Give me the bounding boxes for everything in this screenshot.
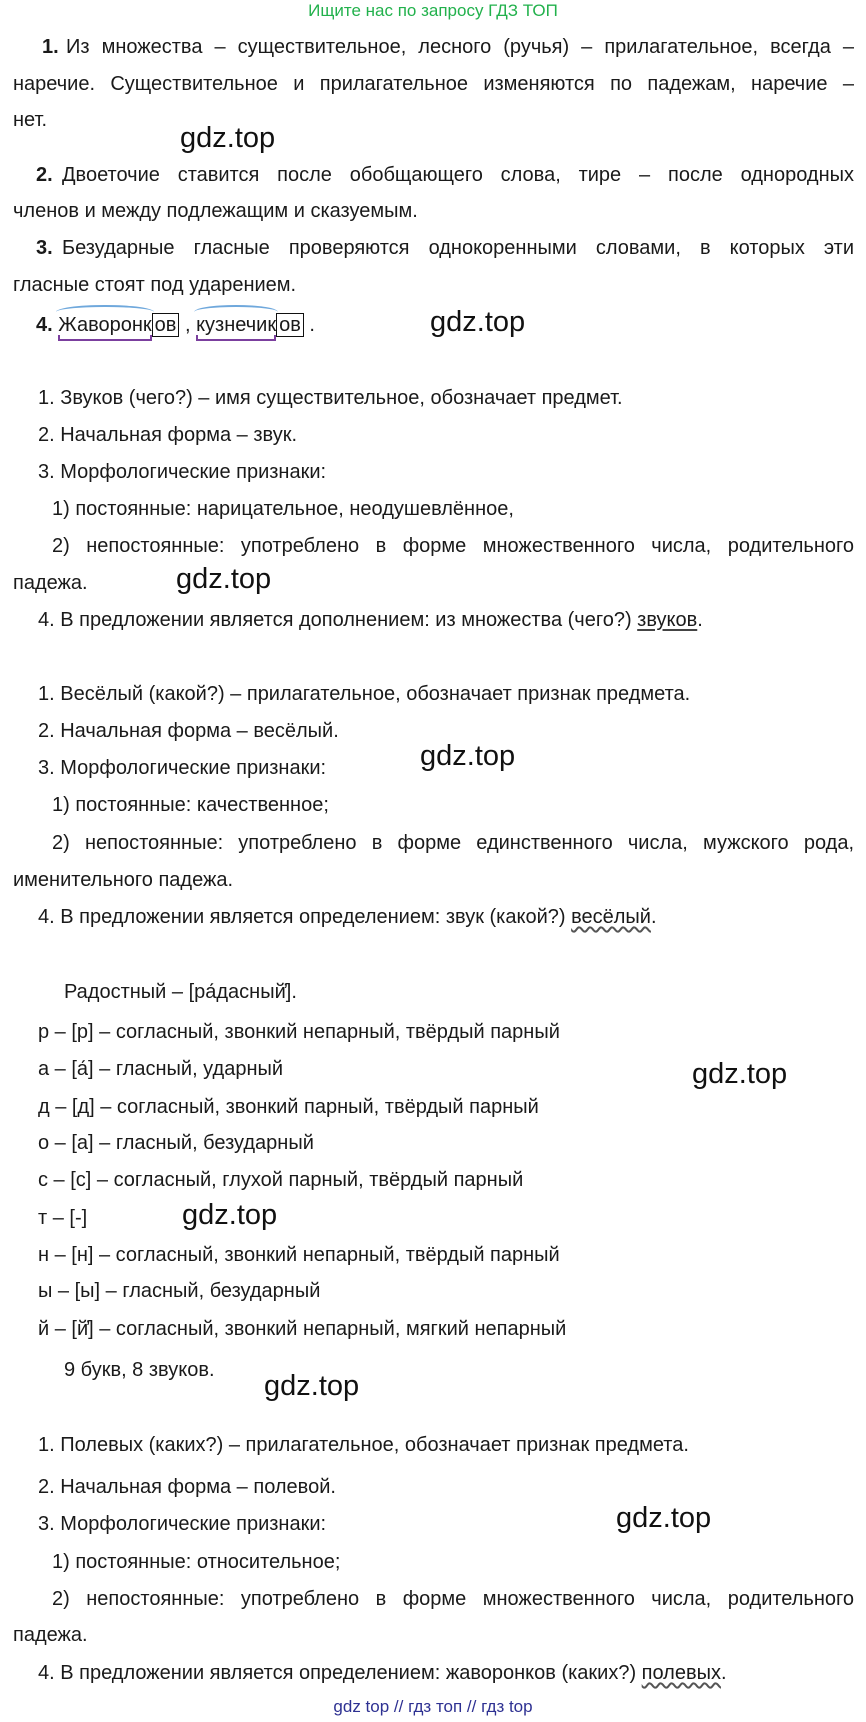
item-4-number: 4. bbox=[36, 314, 53, 336]
zvukov-line-3: 3. Морфологические признаки: bbox=[38, 461, 327, 483]
item-3-line-2: гласные стоят под ударением. bbox=[13, 274, 297, 296]
footer-links[interactable]: gdz top // гдз топ // гдз top bbox=[333, 1697, 533, 1716]
watermark: gdz.top bbox=[176, 563, 272, 595]
watermark: gdz.top bbox=[264, 1370, 360, 1402]
wavy-underlined-word: весёлый bbox=[571, 906, 651, 928]
zvukov-line-5a: 2) непостоянные: употреблено в форме множественного числа, родительного bbox=[52, 535, 854, 557]
phonetic-row: о – [а] – гласный, безударный bbox=[38, 1132, 314, 1154]
watermark: gdz.top bbox=[692, 1058, 788, 1090]
item-1-line-2: наречие. Существительное и прилагательное изменяются по падежам, наречие – bbox=[13, 73, 854, 95]
watermark: gdz.top bbox=[180, 122, 276, 154]
veselyi-line-5b: именительного падежа. bbox=[13, 869, 234, 891]
item-3-number: 3. bbox=[36, 237, 53, 259]
item-1-number: 1. bbox=[42, 36, 59, 58]
item-2-line-2: членов и между подлежащим и сказуемым. bbox=[13, 200, 418, 222]
veselyi-line-3: 3. Морфологические признаки: bbox=[38, 757, 327, 779]
underlined-word: звуков bbox=[637, 609, 698, 631]
veselyi-line-4: 1) постоянные: качественное; bbox=[52, 794, 329, 816]
phonetic-row: р – [р] – согласный, звонкий непарный, твёрдый парный bbox=[38, 1021, 560, 1043]
phonetic-row: а – [а́] – гласный, ударный bbox=[38, 1058, 284, 1080]
polevyh-line-1: 1. Полевых (каких?) – прилагательное, обозначает признак предмета. bbox=[38, 1434, 689, 1456]
item-2-line-1: Двоеточие ставится после обобщающего слова, тире – после однородных bbox=[62, 164, 854, 186]
polevyh-line-5b: падежа. bbox=[13, 1624, 88, 1646]
item-2-number: 2. bbox=[36, 164, 53, 186]
phonetic-row: й – [й̓] – согласный, звонкий непарный, мягкий непарный bbox=[38, 1318, 567, 1340]
phonetic-summary: 9 букв, 8 звуков. bbox=[64, 1359, 215, 1381]
item-4-line: 4. Жаворонк ов , кузнечик ов . bbox=[36, 313, 315, 337]
ending-box-1: ов bbox=[152, 313, 180, 337]
zvukov-line-5b: падежа. bbox=[13, 572, 88, 594]
zvukov-line-1: 1. Звуков (чего?) – имя существительное, обозначает предмет. bbox=[38, 387, 623, 409]
item-3-line-1: Безударные гласные проверяются однокоренными словами, в которых эти bbox=[62, 237, 854, 259]
stem-bracket-mark bbox=[196, 335, 276, 341]
polevyh-line-5a: 2) непостоянные: употреблено в форме множественного числа, родительного bbox=[52, 1588, 854, 1610]
polevyh-line-3: 3. Морфологические признаки: bbox=[38, 1513, 327, 1535]
phonetic-row: т – [-] bbox=[38, 1207, 88, 1229]
veselyi-line-2: 2. Начальная форма – весёлый. bbox=[38, 720, 339, 742]
ending-box-2: ов bbox=[276, 313, 304, 337]
phonetic-row: д – [д] – согласный, звонкий парный, твёрдый парный bbox=[38, 1096, 539, 1118]
root-arc-mark bbox=[56, 305, 153, 319]
phonetic-row: ы – [ы] – гласный, безударный bbox=[38, 1280, 321, 1302]
veselyi-line-5a: 2) непостоянные: употреблено в форме единственного числа, мужского рода, bbox=[52, 832, 854, 854]
stem-bracket-mark bbox=[58, 335, 151, 341]
zvukov-line-4: 1) постоянные: нарицательное, неодушевлённое, bbox=[52, 498, 514, 520]
search-hint-header[interactable]: Ищите нас по запросу ГДЗ ТОП bbox=[308, 1, 558, 20]
watermark: gdz.top bbox=[616, 1502, 712, 1534]
watermark: gdz.top bbox=[182, 1199, 278, 1231]
word-zhavoronkov-root: Жаворонк bbox=[58, 313, 151, 337]
phonetic-title: Радостный – [ра́дасный̓]. bbox=[64, 981, 297, 1003]
phonetic-row: с – [с] – согласный, глухой парный, твёрдый парный bbox=[38, 1169, 524, 1191]
veselyi-line-1: 1. Весёлый (какой?) – прилагательное, обозначает признак предмета. bbox=[38, 683, 691, 705]
veselyi-line-6: 4. В предложении является определением: звук (какой?) весёлый. bbox=[38, 906, 657, 928]
watermark: gdz.top bbox=[430, 306, 526, 338]
zvukov-line-2: 2. Начальная форма – звук. bbox=[38, 424, 298, 446]
word-kuznechikov-root: кузнечик bbox=[196, 313, 276, 337]
root-arc-mark bbox=[194, 305, 278, 319]
zvukov-line-6: 4. В предложении является дополнением: из множества (чего?) звуков. bbox=[38, 609, 703, 631]
phonetic-row: н – [н] – согласный, звонкий непарный, твёрдый парный bbox=[38, 1244, 560, 1266]
item-1-line-3: нет. bbox=[13, 109, 48, 131]
polevyh-line-6: 4. В предложении является определением: жаворонков (каких?) полевых. bbox=[38, 1662, 727, 1684]
watermark: gdz.top bbox=[420, 740, 516, 772]
polevyh-line-2: 2. Начальная форма – полевой. bbox=[38, 1476, 336, 1498]
polevyh-line-4: 1) постоянные: относительное; bbox=[52, 1551, 341, 1573]
wavy-underlined-word: полевых bbox=[641, 1662, 721, 1684]
item-1-line-1: Из множества – существительное, лесного (ручья) – прилагательное, всегда – bbox=[66, 36, 854, 58]
